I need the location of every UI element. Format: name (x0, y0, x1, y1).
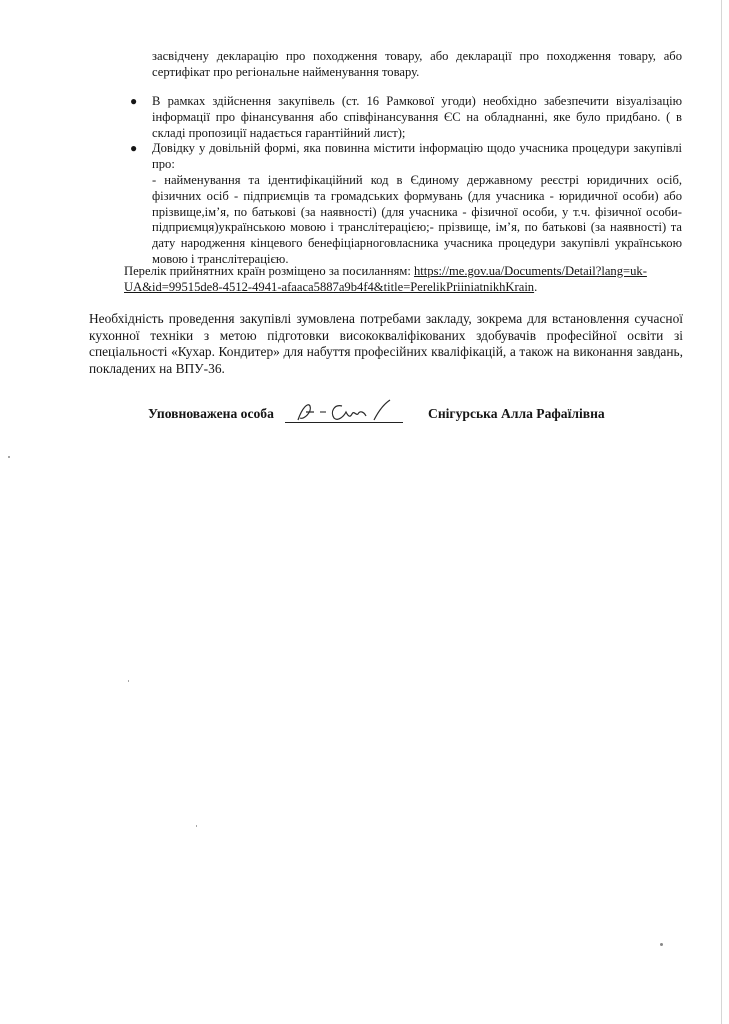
scan-speck (128, 680, 129, 682)
scan-speck (8, 456, 10, 458)
list-item (130, 141, 682, 267)
countries-note-end: . (534, 280, 538, 294)
scan-edge (721, 0, 722, 1024)
countries-note (124, 263, 684, 295)
signature-block (148, 402, 668, 432)
countries-note-text: Перелік прийнятних країн розміщено за посиланням: (124, 264, 414, 278)
bullet-text: В рамках здійснення закупівель (ст. 16 Рамкової угоди) необхідно забезпечити візуалізацію інформації про фінансування або співфінансування ЄС на обладнанні, яке було придбано. ( в складі пропозиції надається гарантійний лист); (152, 94, 682, 140)
continuation-text: засвідчену декларацію про походження товару, або декларації про походження товару, або сертифікат про регіональне найменування товару. (152, 49, 682, 79)
countries-link[interactable]: https://me.gov.ua/Documents/Detail?lang=uk-UA&id=99515de8-4512-4941-afaaca5887a9b4f4&title=PerelikPriiniatnikhKrain (124, 264, 647, 294)
bullet-text: Довідку у довільній формі, яка повинна містити інформацію щодо учасника процедури закупівлі про: (152, 141, 682, 172)
handwritten-signature (294, 398, 404, 428)
requirements-list (130, 94, 682, 268)
list-item (130, 94, 682, 141)
bullet-subtext: - найменування та ідентифікаційний код в Єдиному державному реєстрі юридичних осіб, фізичних осіб - підприємців та громадських формувань (для учасника - юридичної особи) або прізвище,ім’я, по батькові (за наявності) (для учасника - фізичної особи, у т.ч. фізичної особи-підприємця)українською мовою і транслітерацією;- прізвище, ім’я, по батькові (за наявності) та дату народження кінцевого бенефіціарноговласника учасника процедури закупівлі українською мовою і транслітерацією. (152, 172, 682, 266)
bullet-icon: ● (130, 141, 138, 156)
scan-speck (196, 825, 197, 827)
signatory-name: Снігурська Алла Рафаїлівна (428, 406, 605, 421)
scan-speck (660, 943, 663, 946)
bullet-icon: ● (130, 94, 138, 108)
necessity-paragraph: Необхідність проведення закупівлі зумовлена потребами закладу, зокрема для встановлення сучасної кухонної техніки з метою підготовки висококваліфікованих здобувачів професійної освіти зі спеціальності «Кухар. Кондитер» для набуття професійних кваліфікацій, а також на виконання завдань, покладених на ВПУ-36. (89, 311, 683, 376)
signature-label: Уповноважена особа (148, 406, 274, 421)
